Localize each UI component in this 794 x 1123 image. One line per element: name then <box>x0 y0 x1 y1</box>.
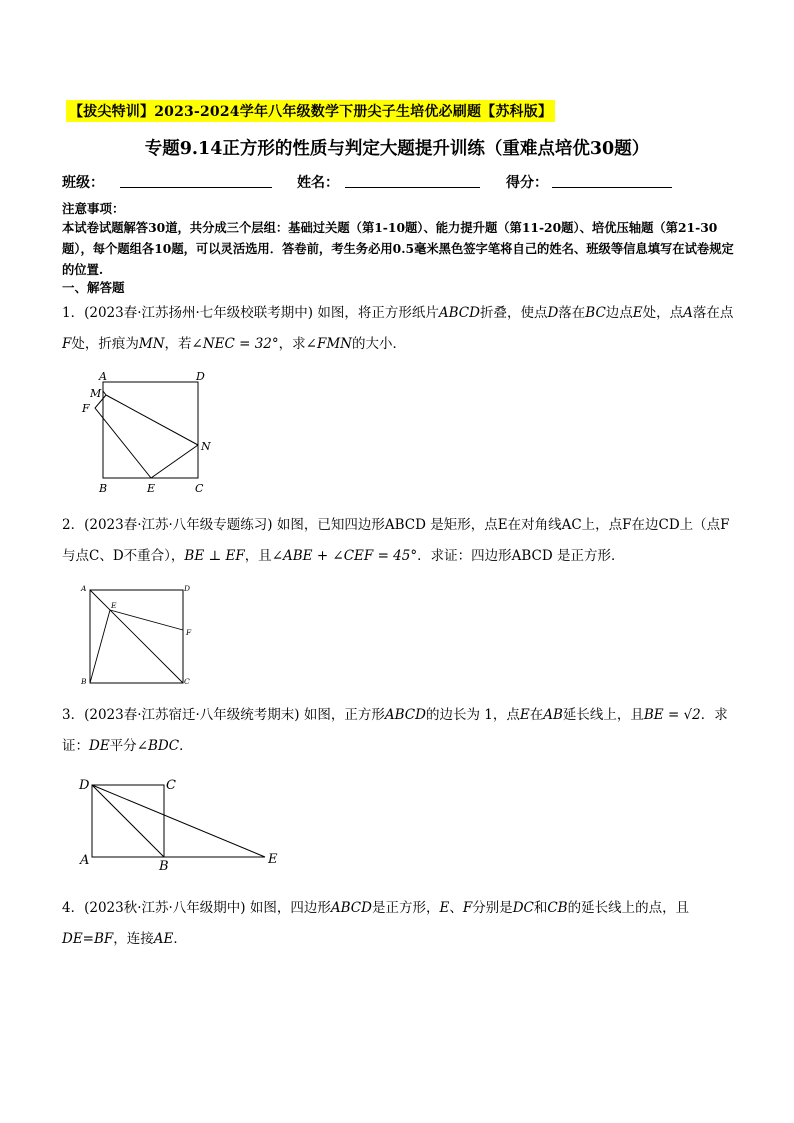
fig2-label-F: F <box>186 628 192 637</box>
fig1-label-B: B <box>99 482 108 495</box>
name-label: 姓名： <box>297 175 339 191</box>
score-blank[interactable] <box>552 187 672 188</box>
fig2-label-C: C <box>184 677 190 686</box>
fig2-label-E: E <box>111 601 117 610</box>
score-label: 得分： <box>506 175 548 191</box>
fig1-label-A: A <box>99 370 107 383</box>
fig1-label-E: E <box>147 482 156 495</box>
fig1-label-C: C <box>195 482 204 495</box>
fig3-label-C: C <box>166 778 176 793</box>
fig3-label-A: A <box>80 853 90 868</box>
fig2-label-B: B <box>81 677 87 686</box>
class-blank[interactable] <box>120 187 272 188</box>
series-banner: 【拔尖特训】2023-2024学年八年级数学下册尖子生培优必刷题【苏科版】 <box>66 100 555 122</box>
class-label: 班级： <box>62 175 104 191</box>
fig2-label-A: A <box>81 584 87 593</box>
section-heading: 一、解答题 <box>62 280 125 295</box>
fig3-label-B: B <box>159 859 169 873</box>
figure-1 <box>78 370 228 500</box>
question-4: 4．(2023秋·江苏·八年级期中) 如图，四边形ABCD是正方形，E、F分别是DC和CB的延长线上的点，且DE=BF，连接AE． <box>62 900 690 947</box>
fig2-label-D: D <box>184 584 191 593</box>
fig1-label-M: M <box>90 387 102 400</box>
notice-heading: 注意事项： <box>62 201 125 216</box>
fig1-label-N: N <box>201 440 211 453</box>
fig3-label-E: E <box>268 852 278 867</box>
figure-3 <box>75 775 285 873</box>
fig1-label-F: F <box>82 402 90 415</box>
name-blank[interactable] <box>345 187 480 188</box>
notice-body: 本试卷试题解答30道，共分成三个层组：基础过关题（第1-10题）、能力提升题（第11-20题）、培优压轴题（第21-30题），每个题组各10题，可以灵活选用．答卷前，考生务必用0.5毫米黑色签字笔将自己的姓名、班级等信息填写在试卷规定的位置. <box>62 220 734 277</box>
question-2: 2．(2023春·江苏·八年级专题练习) 如图，已知四边形ABCD 是矩形，点E在对角线AC上，点F在边CD上（点F与点C、D不重合），BE ⊥ EF，且∠ABE + ∠CEF = 45°．求证：四边形ABCD 是正方形． <box>62 517 730 564</box>
fig3-label-D: D <box>79 778 90 793</box>
question-3: 3．(2023春·江苏宿迁·八年级统考期末) 如图，正方形ABCD的边长为 1，点E在AB延长线上，且BE = √2．求证：DE平分∠BDC． <box>62 707 728 754</box>
question-1: 1．(2023春·江苏扬州·七年级校联考期中) 如图，将正方形纸片ABCD折叠，使点D落在BC边点E处，点A落在点F处，折痕为MN，若∠NEC = 32°，求∠FMN的大小． <box>62 305 734 352</box>
fig1-label-D: D <box>196 370 205 383</box>
figure-2 <box>76 582 196 688</box>
page-title: 专题9.14正方形的性质与判定大题提升训练（重难点培优30题） <box>144 139 650 159</box>
